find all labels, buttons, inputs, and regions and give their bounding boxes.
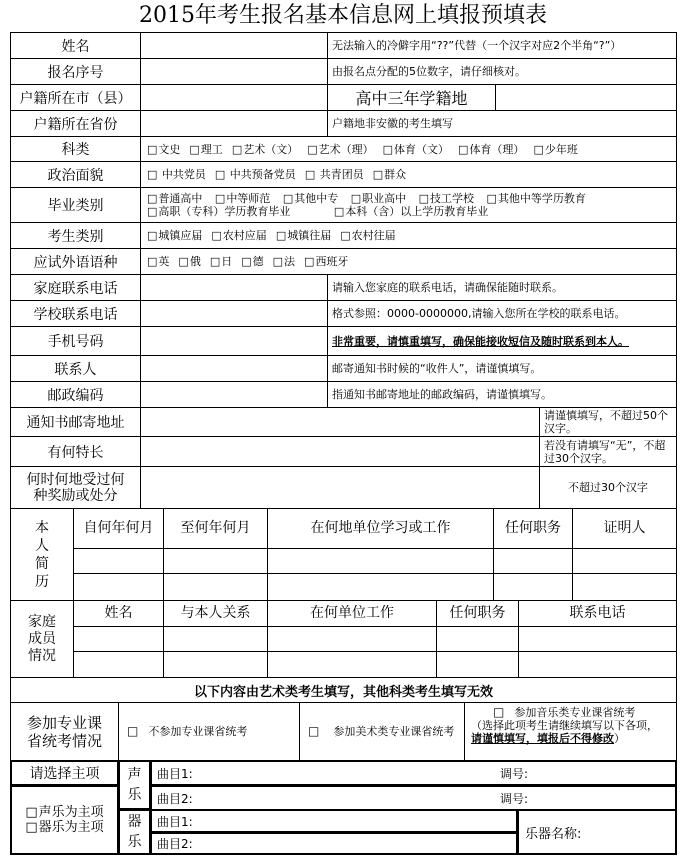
school-phone-input[interactable]	[140, 300, 328, 327]
resume-cell[interactable]	[572, 548, 677, 574]
language-option[interactable]: □ 法	[273, 255, 295, 268]
serial-note: 由报名点分配的5位数字，请仔细核对。	[327, 58, 677, 85]
resume-cell[interactable]	[493, 548, 573, 574]
family-cell[interactable]	[267, 626, 437, 652]
grad-type-label: 毕业类别	[10, 187, 141, 223]
awards-input[interactable]	[140, 466, 540, 509]
family-cell[interactable]	[73, 626, 164, 652]
specialty-note: 若没有请填写“无”，不超过30个汉字。	[539, 436, 677, 467]
grad-type-option[interactable]: □ 其他中专	[283, 192, 338, 205]
language-option[interactable]: □ 德	[241, 255, 263, 268]
address-note: 请谨慎填写，不超过50个汉字。	[539, 407, 677, 437]
family-header: 姓名	[73, 600, 164, 627]
political-option[interactable]: □ 中共党员	[147, 168, 206, 181]
resume-cell[interactable]	[73, 548, 164, 574]
instrument-piece1-field[interactable]	[150, 809, 518, 833]
resume-cell[interactable]	[267, 548, 494, 574]
choose-main-label: 请选择主项	[10, 760, 119, 786]
exam-type-label: 考生类别	[10, 222, 141, 249]
exam-type-option[interactable]: □ 农村应届	[211, 229, 266, 242]
family-cell[interactable]	[518, 626, 677, 652]
choice-instrument[interactable]: □ 器乐为主项	[25, 820, 103, 835]
awards-note: 不超过30个汉字	[539, 466, 677, 509]
language-label: 应试外语语种	[10, 248, 141, 275]
grad-type-option[interactable]: □ 其他中等学历教育	[487, 192, 586, 205]
school-place-label: 高中三年学籍地	[327, 84, 496, 111]
home-phone-note: 请输入您家庭的联系电话，请确保能随时联系。	[327, 274, 677, 301]
family-cell[interactable]	[518, 651, 677, 678]
family-cell[interactable]	[436, 651, 519, 678]
art-exam-music-note-end: ）	[614, 732, 625, 745]
resume-header: 至何年何月	[163, 508, 268, 549]
language-option[interactable]: □ 俄	[178, 255, 200, 268]
language-option[interactable]: □ 日	[210, 255, 232, 268]
family-header: 与本人关系	[163, 600, 268, 627]
political-options	[140, 161, 677, 188]
subject-option[interactable]: □ 体育（文）	[383, 143, 449, 156]
contact-input[interactable]	[140, 355, 328, 382]
postcode-input[interactable]	[140, 381, 328, 408]
family-cell[interactable]	[267, 651, 437, 678]
vocal-label: 声乐	[118, 760, 151, 810]
art-exam-fine-option[interactable]	[299, 702, 465, 761]
family-cell[interactable]	[163, 626, 268, 652]
hukou-prov-input[interactable]	[140, 110, 328, 137]
exam-type-option[interactable]: □ 农村往届	[340, 229, 395, 242]
school-place-input[interactable]	[495, 84, 677, 111]
resume-header: 在何地单位学习或工作	[267, 508, 494, 549]
political-option[interactable]: □ 群众	[373, 168, 406, 181]
grad-type-option[interactable]: □ 技工学校	[419, 192, 474, 205]
language-option[interactable]: □ 西班牙	[304, 255, 348, 268]
contact-note: 邮寄通知书时候的“收件人”，请谨慎填写。	[327, 355, 677, 382]
home-phone-input[interactable]	[140, 274, 328, 301]
instrument-name-field[interactable]	[517, 809, 677, 855]
subject-options	[140, 136, 677, 162]
exam-type-option[interactable]: □ 城镇往届	[276, 229, 331, 242]
vocal-piece2-label: 曲目2:	[157, 791, 193, 806]
family-header: 任何职务	[436, 600, 519, 627]
instrument-name-label: 乐器名称:	[525, 826, 582, 842]
name-note: 无法输入的冷僻字用“??”代替（一个汉字对应2个半角“?”）	[327, 32, 677, 59]
subject-option[interactable]: □ 体育（理）	[458, 143, 524, 156]
instrument-piece2-label: 曲目2:	[157, 837, 193, 851]
hukou-city-input[interactable]	[140, 84, 328, 111]
family-cell[interactable]	[73, 651, 164, 678]
grad-type-option[interactable]: □ 普通高中	[147, 192, 202, 205]
subject-option[interactable]: □ 文史	[147, 143, 180, 156]
art-exam-label: 参加专业课省统考情况	[10, 702, 119, 761]
art-exam-none-label: 不参加专业课省统考	[148, 725, 248, 738]
vocal-key2-label: 调号:	[500, 791, 529, 806]
awards-label: 何时何地受过何种奖励或处分	[10, 466, 141, 509]
address-input[interactable]	[140, 407, 540, 437]
postcode-label: 邮政编码	[10, 381, 141, 408]
subject-option[interactable]: □ 艺术（文）	[232, 143, 298, 156]
hukou-city-label: 户籍所在市（县）	[10, 84, 141, 111]
checkbox-icon[interactable]: □	[493, 705, 505, 719]
main-choice-group	[10, 785, 119, 855]
hukou-prov-note: 户籍地非安徽的考生填写	[327, 110, 677, 137]
vocal-piece1-field[interactable]	[150, 760, 677, 786]
checkbox-icon[interactable]: □	[308, 724, 320, 738]
mobile-input[interactable]	[140, 326, 328, 356]
language-options	[140, 248, 677, 275]
art-exam-music-label: 参加音乐类专业课省统考	[514, 706, 636, 719]
hukou-prov-label: 户籍所在省份	[10, 110, 141, 137]
grad-type-options	[140, 187, 677, 223]
vocal-piece2-field[interactable]	[150, 785, 677, 811]
art-exam-music-warning: 请谨慎填写，填报后不得修改	[471, 732, 614, 745]
resume-cell[interactable]	[163, 573, 268, 601]
resume-cell[interactable]	[267, 573, 494, 601]
subject-option[interactable]: □ 艺术（理）	[307, 143, 373, 156]
resume-label: 本人简历	[10, 508, 74, 601]
art-exam-none-option[interactable]	[118, 702, 300, 761]
language-option[interactable]: □ 英	[147, 255, 169, 268]
resume-cell[interactable]	[73, 573, 164, 601]
family-header: 在何单位工作	[267, 600, 437, 627]
subject-label: 科类	[10, 136, 141, 162]
art-exam-music-note: （选择此项考生请继续填写以下各项，	[471, 719, 658, 732]
exam-type-option[interactable]: □ 城镇应届	[147, 229, 202, 242]
instrument-label: 器乐	[118, 809, 151, 855]
instrument-piece1-label: 曲目1:	[157, 814, 193, 829]
art-notice: 以下内容由艺术类考生填写，其他科类考生填写无效	[10, 677, 677, 703]
mobile-label: 手机号码	[10, 326, 141, 356]
postcode-note: 指通知书邮寄地址的邮政编码，请谨慎填写。	[327, 381, 677, 408]
name-label: 姓名	[10, 32, 141, 59]
family-label: 家庭成员情况	[10, 600, 74, 678]
school-phone-label: 学校联系电话	[10, 300, 141, 327]
resume-header: 自何年何月	[73, 508, 164, 549]
family-cell[interactable]	[163, 651, 268, 678]
name-input[interactable]	[140, 32, 328, 59]
art-exam-fine-label: 参加美术类专业课省统考	[333, 725, 455, 738]
serial-input[interactable]	[140, 58, 328, 85]
family-header: 联系电话	[518, 600, 677, 627]
checkbox-icon[interactable]: □	[127, 724, 139, 738]
resume-cell[interactable]	[163, 548, 268, 574]
form-title: 2015年考生报名基本信息网上填报预填表	[139, 3, 547, 28]
subject-option[interactable]: □ 理工	[189, 143, 222, 156]
specialty-label: 有何特长	[10, 436, 141, 467]
serial-label: 报名序号	[10, 58, 141, 85]
family-cell[interactable]	[436, 626, 519, 652]
political-option[interactable]: □ 共青团员	[305, 168, 364, 181]
grad-type-option[interactable]: □ 中等师范	[215, 192, 270, 205]
subject-option[interactable]: □ 少年班	[533, 143, 577, 156]
resume-cell[interactable]	[493, 573, 573, 601]
choice-vocal[interactable]: □ 声乐为主项	[25, 805, 103, 820]
home-phone-label: 家庭联系电话	[10, 274, 141, 301]
resume-cell[interactable]	[572, 573, 677, 601]
vocal-piece1-label: 曲目1:	[157, 766, 193, 781]
grad-type-option[interactable]: □ 职业高中	[351, 192, 406, 205]
art-exam-music-option[interactable]	[464, 702, 677, 761]
grad-type-option[interactable]: □ 高职（专科）学历教育毕业	[147, 205, 290, 218]
political-label: 政治面貌	[10, 161, 141, 188]
grad-type-option[interactable]: □ 本科（含）以上学历教育毕业	[334, 205, 488, 218]
resume-header: 任何职务	[493, 508, 573, 549]
resume-header: 证明人	[572, 508, 677, 549]
political-option[interactable]: □ 中共预备党员	[215, 168, 296, 181]
vocal-key1-label: 调号:	[500, 766, 529, 781]
address-label: 通知书邮寄地址	[10, 407, 141, 437]
school-phone-note: 格式参照：0000-0000000,请输入您所在学校的联系电话。	[327, 300, 677, 327]
contact-label: 联系人	[10, 355, 141, 382]
specialty-input[interactable]	[140, 436, 540, 467]
mobile-note: 非常重要，请慎重填写，确保能接收短信及随时联系到本人。	[327, 326, 677, 356]
exam-type-options	[140, 222, 677, 249]
instrument-piece2-field[interactable]	[150, 832, 518, 855]
